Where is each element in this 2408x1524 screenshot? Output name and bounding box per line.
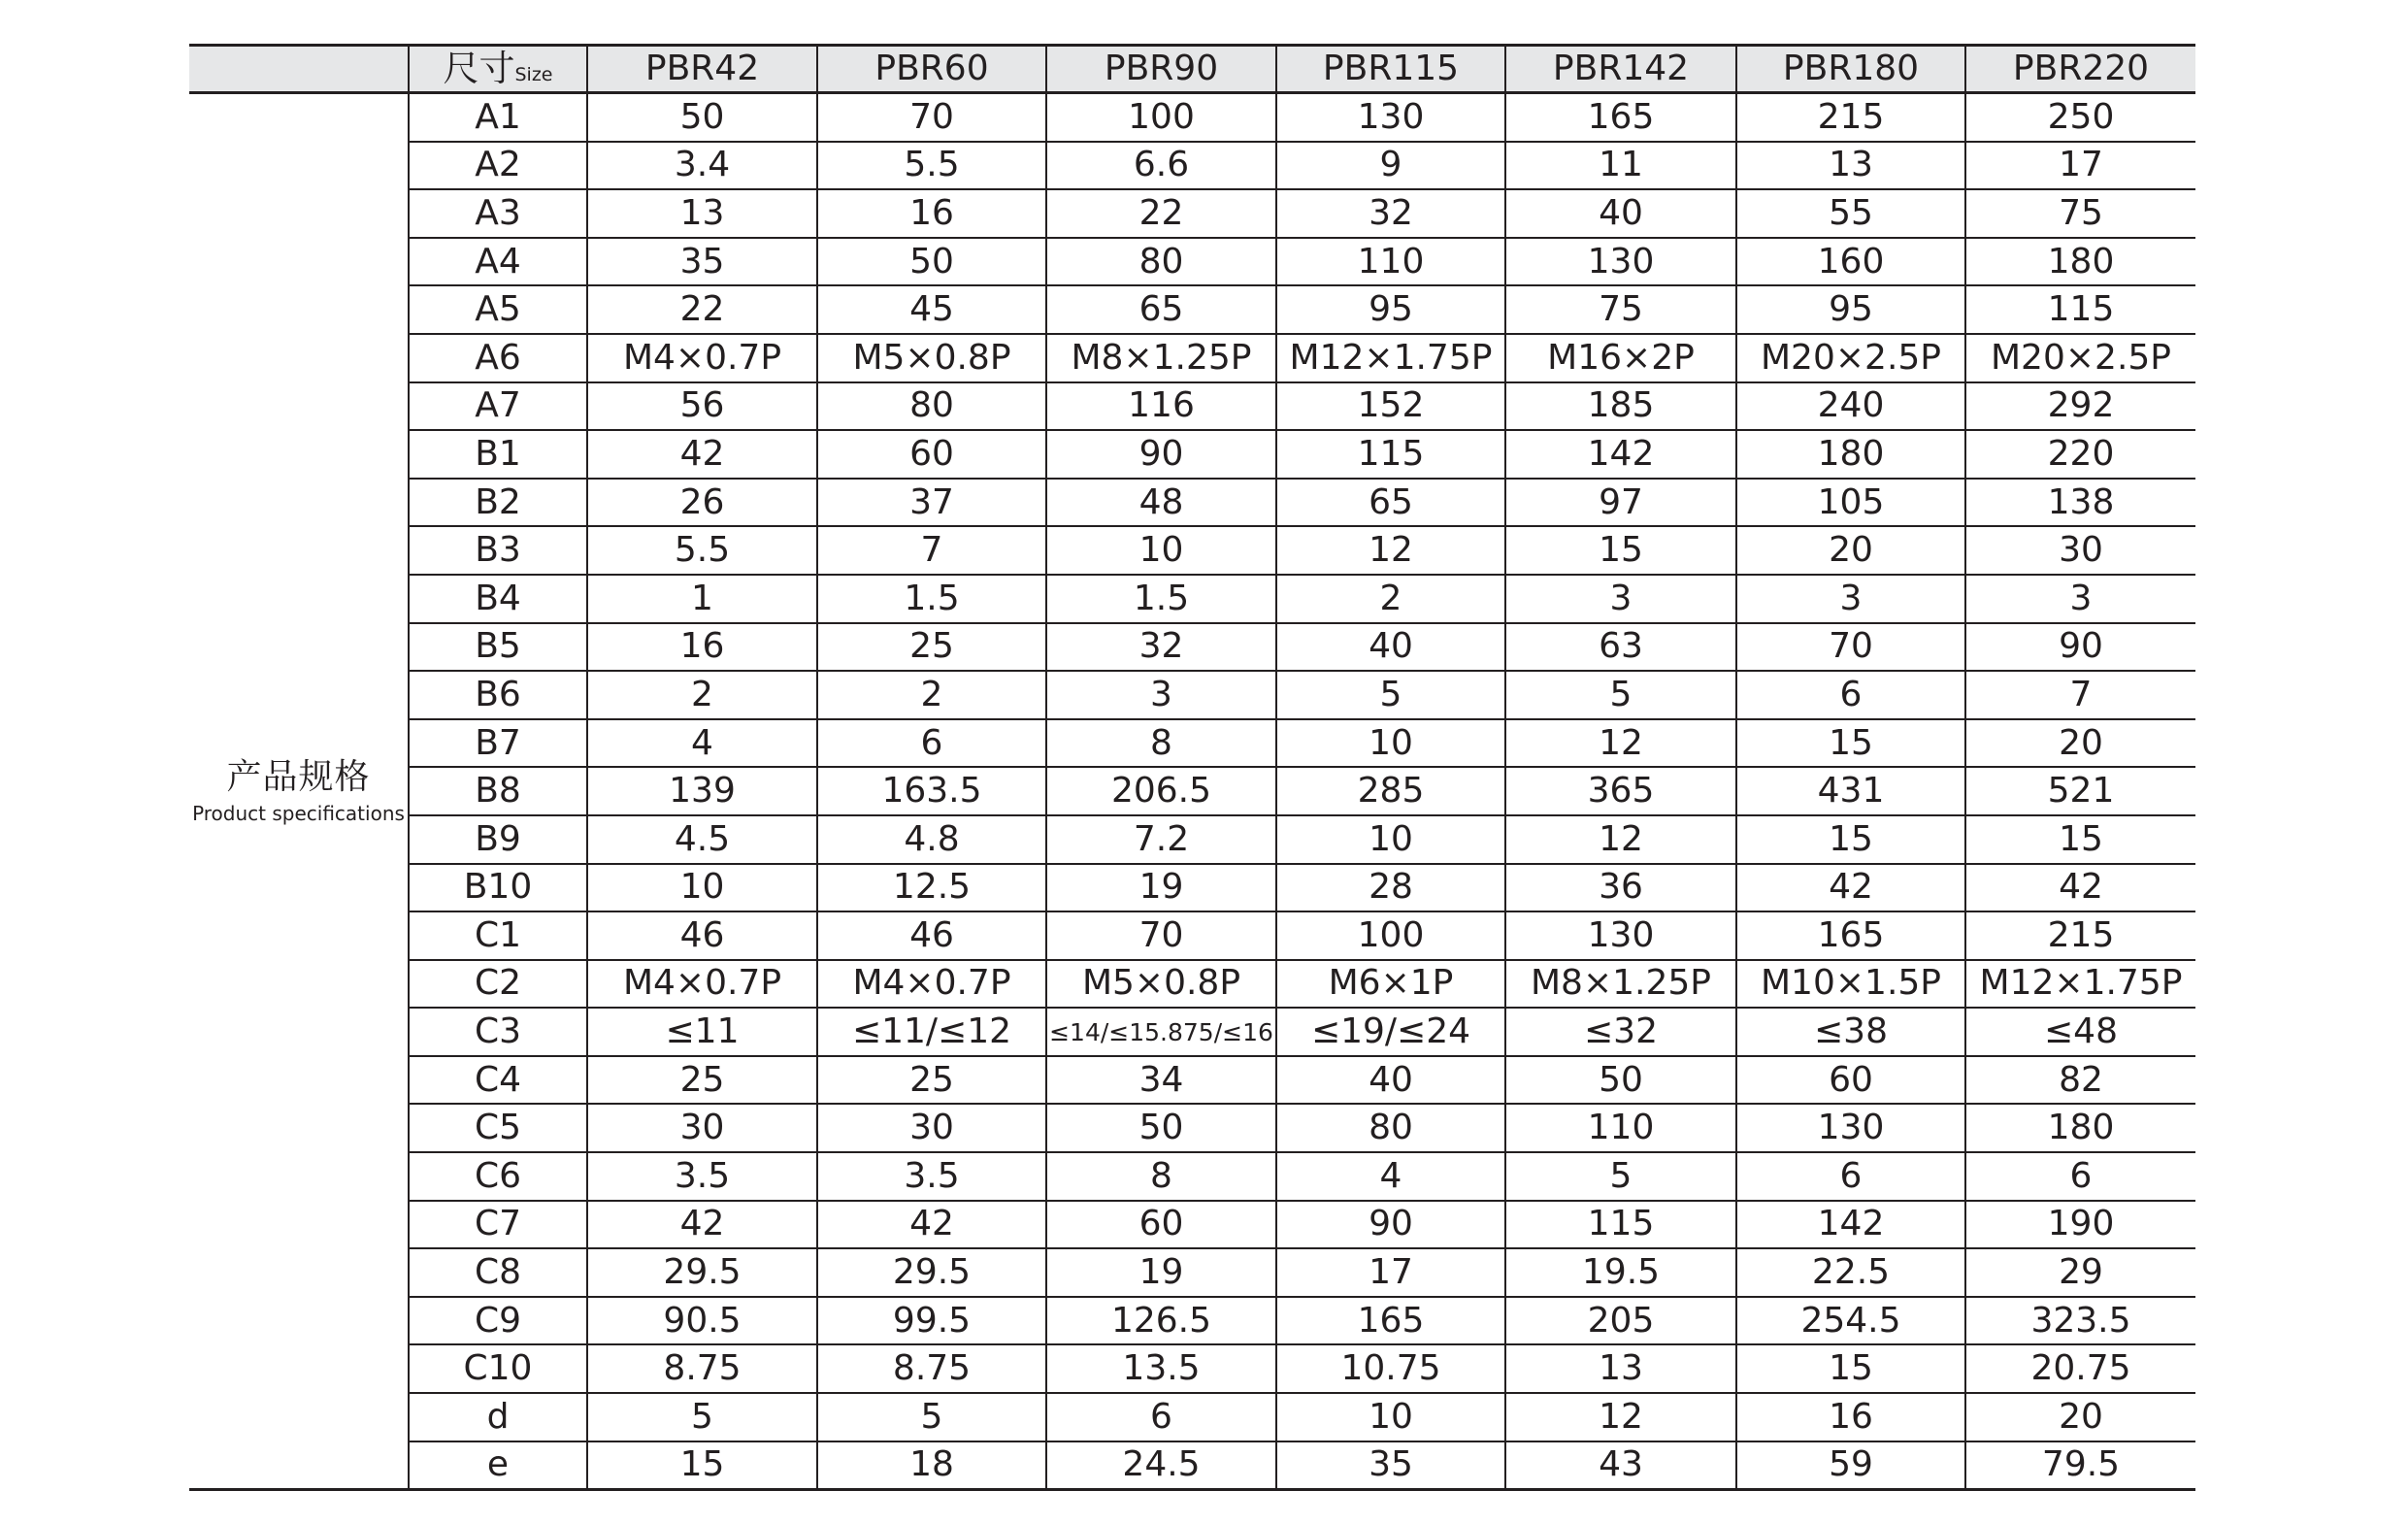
- value-cell: 3.4: [587, 142, 817, 190]
- value-cell: 142: [1505, 430, 1736, 479]
- value-cell: 16: [587, 623, 817, 672]
- product-specifications-group-cell: [189, 93, 409, 1490]
- value-cell: M4×0.7P: [587, 960, 817, 1009]
- value-cell: 7.2: [1046, 815, 1276, 864]
- value-cell: 80: [1276, 1104, 1505, 1152]
- value-cell: 40: [1505, 189, 1736, 238]
- dimension-label: C8: [409, 1248, 587, 1297]
- value-cell: 115: [1276, 430, 1505, 479]
- value-cell: 63: [1505, 623, 1736, 672]
- value-cell: 70: [1046, 911, 1276, 960]
- value-cell: 2: [1276, 575, 1505, 623]
- value-cell: 50: [587, 93, 817, 142]
- value-cell: 36: [1505, 864, 1736, 912]
- value-cell: 115: [1965, 285, 2195, 334]
- table-row: [189, 526, 2195, 575]
- value-cell: 5: [1505, 1152, 1736, 1201]
- value-cell: 70: [1736, 623, 1965, 672]
- value-cell: M8×1.25P: [1505, 960, 1736, 1009]
- value-cell: 160: [1736, 238, 1965, 286]
- value-cell: 7: [817, 526, 1046, 575]
- model-header-1: PBR60: [817, 46, 1046, 93]
- value-cell: 19: [1046, 1248, 1276, 1297]
- value-cell: 20: [1965, 719, 2195, 768]
- dimension-label: B7: [409, 719, 587, 768]
- size-label: 尺寸: [443, 48, 515, 89]
- table-row: [189, 1201, 2195, 1249]
- value-cell: 3.5: [817, 1152, 1046, 1201]
- size-header-cell: [409, 46, 587, 93]
- value-cell: 60: [1046, 1201, 1276, 1249]
- value-cell: 185: [1505, 382, 1736, 431]
- table-row: [189, 1297, 2195, 1345]
- value-cell: 24.5: [1046, 1441, 1276, 1490]
- table-row: [189, 382, 2195, 431]
- dimension-label: A5: [409, 285, 587, 334]
- dimension-label: C4: [409, 1056, 587, 1105]
- value-cell: 25: [817, 623, 1046, 672]
- value-cell: 5.5: [817, 142, 1046, 190]
- value-cell: 22: [1046, 189, 1276, 238]
- table-row: [189, 623, 2195, 672]
- dimension-label: A2: [409, 142, 587, 190]
- table-row: [189, 1008, 2195, 1056]
- value-cell: M8×1.25P: [1046, 334, 1276, 382]
- value-cell: 3: [1505, 575, 1736, 623]
- dimension-label: C5: [409, 1104, 587, 1152]
- value-cell: 10.75: [1276, 1344, 1505, 1393]
- value-cell: 42: [1965, 864, 2195, 912]
- value-cell: 29.5: [587, 1248, 817, 1297]
- dimension-label: e: [409, 1441, 587, 1490]
- value-cell: 65: [1046, 285, 1276, 334]
- value-cell: 90: [1046, 430, 1276, 479]
- value-cell: 254.5: [1736, 1297, 1965, 1345]
- table-row: [189, 142, 2195, 190]
- value-cell: 9: [1276, 142, 1505, 190]
- value-cell: 250: [1965, 93, 2195, 142]
- value-cell: 2: [587, 671, 817, 719]
- value-cell: 110: [1276, 238, 1505, 286]
- value-cell: 42: [587, 1201, 817, 1249]
- value-cell: 2: [817, 671, 1046, 719]
- table-row: [189, 334, 2195, 382]
- value-cell: 4: [1276, 1152, 1505, 1201]
- value-cell: M4×0.7P: [587, 334, 817, 382]
- value-cell: 59: [1736, 1441, 1965, 1490]
- table-row: [189, 1393, 2195, 1441]
- value-cell: 12: [1505, 1393, 1736, 1441]
- value-cell: 42: [587, 430, 817, 479]
- table-row: [189, 1056, 2195, 1105]
- value-cell: 6.6: [1046, 142, 1276, 190]
- value-cell: 521: [1965, 767, 2195, 815]
- value-cell: ≤38: [1736, 1008, 1965, 1056]
- value-cell: ≤48: [1965, 1008, 2195, 1056]
- table-row: [189, 1152, 2195, 1201]
- value-cell: 8.75: [587, 1344, 817, 1393]
- dimension-label: A7: [409, 382, 587, 431]
- value-cell: 13: [1736, 142, 1965, 190]
- dimension-label: B3: [409, 526, 587, 575]
- value-cell: 180: [1965, 238, 2195, 286]
- value-cell: 4.8: [817, 815, 1046, 864]
- value-cell: 285: [1276, 767, 1505, 815]
- value-cell: 12: [1505, 815, 1736, 864]
- value-cell: 17: [1965, 142, 2195, 190]
- table-row: [189, 430, 2195, 479]
- value-cell: 180: [1736, 430, 1965, 479]
- value-cell: 48: [1046, 479, 1276, 527]
- value-cell: 28: [1276, 864, 1505, 912]
- dimension-label: C6: [409, 1152, 587, 1201]
- value-cell: 220: [1965, 430, 2195, 479]
- table-row: [189, 911, 2195, 960]
- header-corner-cell: [189, 46, 409, 93]
- spec-table-body: [189, 93, 2195, 1490]
- value-cell: 20: [1965, 1393, 2195, 1441]
- value-cell: 32: [1046, 623, 1276, 672]
- value-cell: ≤19/≤24: [1276, 1008, 1505, 1056]
- value-cell: 1: [587, 575, 817, 623]
- value-cell: 206.5: [1046, 767, 1276, 815]
- dimension-label: A3: [409, 189, 587, 238]
- value-cell: 82: [1965, 1056, 2195, 1105]
- value-cell: 100: [1046, 93, 1276, 142]
- value-cell: 10: [1276, 719, 1505, 768]
- value-cell: 25: [587, 1056, 817, 1105]
- value-cell: 30: [1965, 526, 2195, 575]
- value-cell: 163.5: [817, 767, 1046, 815]
- value-cell: 165: [1505, 93, 1736, 142]
- table-row: [189, 864, 2195, 912]
- value-cell: 3: [1736, 575, 1965, 623]
- value-cell: 29.5: [817, 1248, 1046, 1297]
- dimension-label: C7: [409, 1201, 587, 1249]
- value-cell: 45: [817, 285, 1046, 334]
- model-header-0: PBR42: [587, 46, 817, 93]
- value-cell: 18: [817, 1441, 1046, 1490]
- value-cell: 75: [1965, 189, 2195, 238]
- value-cell: 5: [1505, 671, 1736, 719]
- value-cell: 6: [817, 719, 1046, 768]
- table-row: [189, 960, 2195, 1009]
- value-cell: 17: [1276, 1248, 1505, 1297]
- value-cell: M10×1.5P: [1736, 960, 1965, 1009]
- value-cell: 46: [817, 911, 1046, 960]
- value-cell: 6: [1965, 1152, 2195, 1201]
- value-cell: 15: [1736, 1344, 1965, 1393]
- value-cell: 70: [817, 93, 1046, 142]
- value-cell: 138: [1965, 479, 2195, 527]
- dimension-label: B9: [409, 815, 587, 864]
- value-cell: 116: [1046, 382, 1276, 431]
- value-cell: 79.5: [1965, 1441, 2195, 1490]
- dimension-label: C3: [409, 1008, 587, 1056]
- value-cell: 42: [817, 1201, 1046, 1249]
- value-cell: 13: [1505, 1344, 1736, 1393]
- value-cell: 8.75: [817, 1344, 1046, 1393]
- value-cell: 90: [1276, 1201, 1505, 1249]
- dimension-label: B2: [409, 479, 587, 527]
- value-cell: 20.75: [1965, 1344, 2195, 1393]
- model-header-2: PBR90: [1046, 46, 1276, 93]
- table-row: [189, 189, 2195, 238]
- value-cell: 3: [1965, 575, 2195, 623]
- value-cell: 323.5: [1965, 1297, 2195, 1345]
- value-cell: 4.5: [587, 815, 817, 864]
- value-cell: 30: [587, 1104, 817, 1152]
- value-cell: 6: [1046, 1393, 1276, 1441]
- value-cell: 56: [587, 382, 817, 431]
- value-cell: 6: [1736, 1152, 1965, 1201]
- value-cell: 5.5: [587, 526, 817, 575]
- value-cell: 240: [1736, 382, 1965, 431]
- value-cell: 60: [1736, 1056, 1965, 1105]
- value-cell: 46: [587, 911, 817, 960]
- value-cell: 10: [1046, 526, 1276, 575]
- dimension-label: C1: [409, 911, 587, 960]
- value-cell: 3.5: [587, 1152, 817, 1201]
- value-cell: 6: [1736, 671, 1965, 719]
- value-cell: 95: [1736, 285, 1965, 334]
- dimension-label: B1: [409, 430, 587, 479]
- value-cell: 90: [1965, 623, 2195, 672]
- value-cell: 5: [817, 1393, 1046, 1441]
- table-row: [189, 815, 2195, 864]
- value-cell: 99.5: [817, 1297, 1046, 1345]
- table-row: [189, 1248, 2195, 1297]
- value-cell: 43: [1505, 1441, 1736, 1490]
- dimension-label: B4: [409, 575, 587, 623]
- value-cell: 165: [1276, 1297, 1505, 1345]
- value-cell: ≤11/≤12: [817, 1008, 1046, 1056]
- value-cell: 90.5: [587, 1297, 817, 1345]
- table-row: [189, 285, 2195, 334]
- model-header-6: PBR220: [1965, 46, 2195, 93]
- model-header-3: PBR115: [1276, 46, 1505, 93]
- dimension-label: A1: [409, 93, 587, 142]
- value-cell: 1.5: [1046, 575, 1276, 623]
- value-cell: 165: [1736, 911, 1965, 960]
- value-cell: 15: [1736, 815, 1965, 864]
- dimension-label: B5: [409, 623, 587, 672]
- table-row: [189, 479, 2195, 527]
- table-row: [189, 575, 2195, 623]
- value-cell: 10: [1276, 1393, 1505, 1441]
- value-cell: 80: [817, 382, 1046, 431]
- value-cell: 215: [1736, 93, 1965, 142]
- value-cell: 35: [1276, 1441, 1505, 1490]
- value-cell: 8: [1046, 719, 1276, 768]
- group-label: 产品规格: [226, 756, 371, 797]
- value-cell: 19: [1046, 864, 1276, 912]
- value-cell: 13.5: [1046, 1344, 1276, 1393]
- dimension-label: C10: [409, 1344, 587, 1393]
- value-cell: 110: [1505, 1104, 1736, 1152]
- table-row: [189, 671, 2195, 719]
- dimension-label: C2: [409, 960, 587, 1009]
- value-cell: 34: [1046, 1056, 1276, 1105]
- group-label-en: Product specifications: [192, 802, 405, 826]
- value-cell: 142: [1736, 1201, 1965, 1249]
- value-cell: 40: [1276, 1056, 1505, 1105]
- dimension-label: A4: [409, 238, 587, 286]
- value-cell: 15: [1736, 719, 1965, 768]
- value-cell: 35: [587, 238, 817, 286]
- value-cell: 32: [1276, 189, 1505, 238]
- value-cell: M20×2.5P: [1736, 334, 1965, 382]
- value-cell: 1.5: [817, 575, 1046, 623]
- table-row: [189, 767, 2195, 815]
- value-cell: 5: [587, 1393, 817, 1441]
- value-cell: 139: [587, 767, 817, 815]
- value-cell: M12×1.75P: [1965, 960, 2195, 1009]
- value-cell: 50: [1046, 1104, 1276, 1152]
- value-cell: 11: [1505, 142, 1736, 190]
- value-cell: 95: [1276, 285, 1505, 334]
- value-cell: M5×0.8P: [817, 334, 1046, 382]
- value-cell: 75: [1505, 285, 1736, 334]
- value-cell: 115: [1505, 1201, 1736, 1249]
- table-row: [189, 93, 2195, 142]
- value-cell: 55: [1736, 189, 1965, 238]
- value-cell: 5: [1276, 671, 1505, 719]
- value-cell: 431: [1736, 767, 1965, 815]
- value-cell: M4×0.7P: [817, 960, 1046, 1009]
- dimension-label: B8: [409, 767, 587, 815]
- value-cell: 26: [587, 479, 817, 527]
- value-cell: 130: [1505, 238, 1736, 286]
- table-header-row: [189, 46, 2195, 93]
- value-cell: 29: [1965, 1248, 2195, 1297]
- value-cell: 4: [587, 719, 817, 768]
- value-cell: 215: [1965, 911, 2195, 960]
- dimension-label: C9: [409, 1297, 587, 1345]
- value-cell: 3: [1046, 671, 1276, 719]
- value-cell: 50: [817, 238, 1046, 286]
- dimension-label: B6: [409, 671, 587, 719]
- value-cell: 50: [1505, 1056, 1736, 1105]
- value-cell: 12.5: [817, 864, 1046, 912]
- value-cell: 365: [1505, 767, 1736, 815]
- value-cell: 97: [1505, 479, 1736, 527]
- value-cell: 40: [1276, 623, 1505, 672]
- table-row: [189, 1104, 2195, 1152]
- value-cell: 16: [1736, 1393, 1965, 1441]
- value-cell: 15: [587, 1441, 817, 1490]
- value-cell: 42: [1736, 864, 1965, 912]
- value-cell: 180: [1965, 1104, 2195, 1152]
- model-header-5: PBR180: [1736, 46, 1965, 93]
- value-cell: 15: [1505, 526, 1736, 575]
- table-row: [189, 1441, 2195, 1490]
- dimension-label: B10: [409, 864, 587, 912]
- value-cell: 8: [1046, 1152, 1276, 1201]
- model-header-4: PBR142: [1505, 46, 1736, 93]
- value-cell: 22.5: [1736, 1248, 1965, 1297]
- value-cell: 20: [1736, 526, 1965, 575]
- value-cell: 205: [1505, 1297, 1736, 1345]
- value-cell: 130: [1736, 1104, 1965, 1152]
- value-cell: 10: [1276, 815, 1505, 864]
- value-cell: ≤14/≤15.875/≤16: [1046, 1008, 1276, 1056]
- value-cell: 25: [817, 1056, 1046, 1105]
- value-cell: 105: [1736, 479, 1965, 527]
- value-cell: 80: [1046, 238, 1276, 286]
- value-cell: 15: [1965, 815, 2195, 864]
- table-row: [189, 1344, 2195, 1393]
- spec-table: [189, 44, 2195, 1491]
- value-cell: 37: [817, 479, 1046, 527]
- value-cell: 19.5: [1505, 1248, 1736, 1297]
- value-cell: 13: [587, 189, 817, 238]
- value-cell: 126.5: [1046, 1297, 1276, 1345]
- value-cell: 130: [1505, 911, 1736, 960]
- value-cell: 16: [817, 189, 1046, 238]
- value-cell: ≤11: [587, 1008, 817, 1056]
- value-cell: 7: [1965, 671, 2195, 719]
- value-cell: 22: [587, 285, 817, 334]
- value-cell: 30: [817, 1104, 1046, 1152]
- value-cell: M5×0.8P: [1046, 960, 1276, 1009]
- value-cell: 60: [817, 430, 1046, 479]
- dimension-label: A6: [409, 334, 587, 382]
- value-cell: 12: [1505, 719, 1736, 768]
- value-cell: M16×2P: [1505, 334, 1736, 382]
- value-cell: M6×1P: [1276, 960, 1505, 1009]
- value-cell: 10: [587, 864, 817, 912]
- value-cell: 100: [1276, 911, 1505, 960]
- value-cell: M12×1.75P: [1276, 334, 1505, 382]
- value-cell: 130: [1276, 93, 1505, 142]
- value-cell: M20×2.5P: [1965, 334, 2195, 382]
- value-cell: 292: [1965, 382, 2195, 431]
- value-cell: 65: [1276, 479, 1505, 527]
- table-row: [189, 238, 2195, 286]
- value-cell: 12: [1276, 526, 1505, 575]
- value-cell: 190: [1965, 1201, 2195, 1249]
- size-label-en: Size: [514, 64, 553, 85]
- table-row: [189, 719, 2195, 768]
- dimension-label: d: [409, 1393, 587, 1441]
- value-cell: ≤32: [1505, 1008, 1736, 1056]
- value-cell: 152: [1276, 382, 1505, 431]
